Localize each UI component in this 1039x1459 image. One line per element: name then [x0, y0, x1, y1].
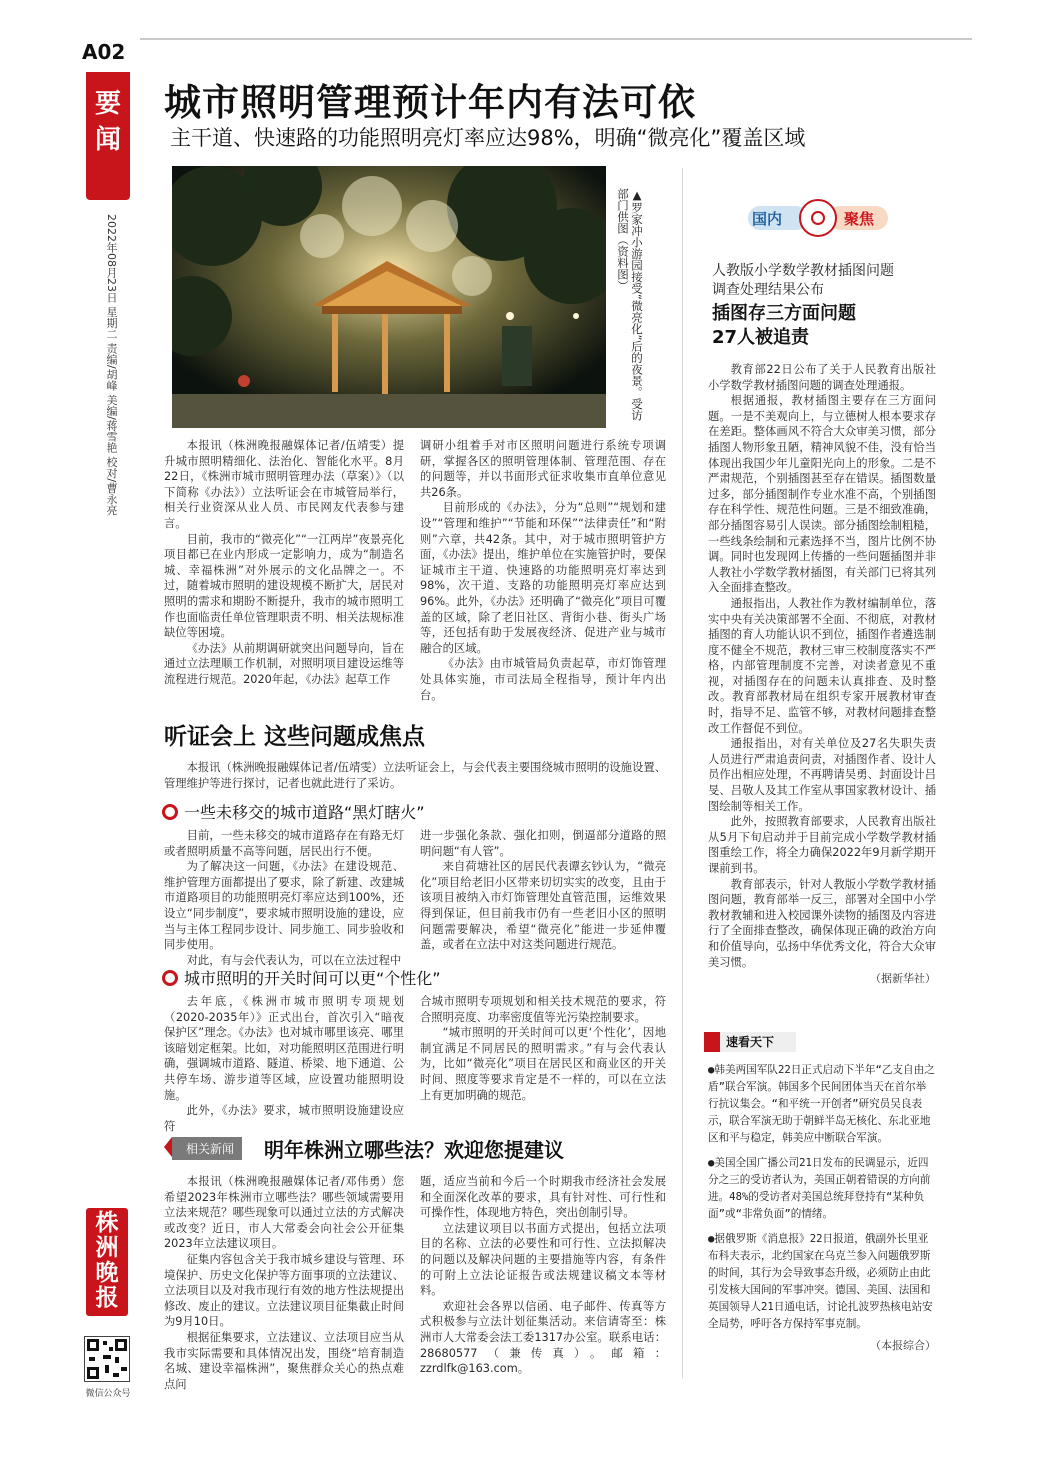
related-para-3: 根据征集要求，立法建议、立法项目应当从我市实际需要和具体情况出发，围绕“培育制造名城、建设幸福株洲”，聚焦群众关心的热点难点问 — [164, 1330, 404, 1391]
topic1-para-3: 对此，有与会代表认为，可以在立法过程中 — [186, 953, 402, 967]
section-label: 要闻 — [95, 89, 122, 155]
main-para-4: 调研小组着手对市区照明问题进行系统专项调研，掌握各区的照明管理体制、管理范围、存在的问题等，并以书面形式征求收集市直单位意见共26条。 — [420, 439, 666, 499]
topic1-para-2: 为了解决这一问题，《办法》在建设规范、维护管理方面都提出了要求，除了新建、改建城市道路项目的功能照明亮灯率应达到100%，还设立“同步制度”，要求城市照明设施的建设，应当与主体工程同步设计、同步施工、同步验收和同步使用。 — [164, 860, 404, 952]
related-para-6: 欢迎社会各界以信函、电子邮件、传真等方式积极参与立法计划征集活动。来信请寄至：株洲市人大常委会法工委1317办公室。联系电话：28680577（兼传真）。邮箱：zzrdlfk@163.com。 — [420, 1299, 666, 1376]
right-intro-line-2: 调查处理结果公布 — [712, 282, 824, 298]
sukan-label: 速看天下 — [704, 1032, 796, 1052]
topic1-para-4: 进一步强化条款、强化扣则，倒逼部分道路的照明问题“有人管”。 — [420, 829, 666, 858]
right-body — [708, 362, 936, 986]
topic1-col-2 — [420, 828, 666, 953]
topic2-heading — [162, 966, 441, 989]
right-intro — [712, 262, 894, 300]
right-para-1: 教育部22日公布了关于人民教育出版社小学数学教材插图问题的调查处理通报。 — [708, 363, 936, 392]
related-para-2: 征集内容包含关于我市城乡建设与管理、环境保护、历史文化保护等方面事项的立法建议、立法项目以及对我市现行有效的地方性法规提出修改、废止的建议。立法建议项目征集截止时间为9月10日。 — [164, 1252, 404, 1329]
logo-left-text: 国内 — [752, 210, 783, 228]
main-col-1 — [164, 438, 404, 688]
topic2-label: 城市照明的开关时间可以更“个性化” — [184, 969, 441, 988]
topic2-para-4: “城市照明的开关时间可以更‘个性化’，因地制宜满足不同居民的照明需求。”有与会代表认为，比如“微亮化”项目在居民区和商业区的开关时间、照度等要求肯定是不一样的，可以在立法上有更加明确的规范。 — [420, 1026, 666, 1102]
topic1-para-5: 来自荷塘社区的居民代表谭玄钞认为，“微亮化”项目给老旧小区带来切切实实的改变，且由于该项目被纳入市灯饰管理处直管范围，运维效果得到保证，但目前我市仍有一些老旧小区的照明问题需要解决，希望“微亮化”能进一步延伸覆盖，或者在立法中对这类问题进行规范。 — [420, 860, 666, 952]
right-head-line-1: 插图存三方面问题 — [712, 303, 856, 324]
date-line: 2022年08月23日 星期二 责编/胡峰 美编/蒋雪艳 校对/曹永亮 — [105, 214, 118, 516]
world-news-item-1: ●韩美两国军队22日正式启动下半年“乙支自由之盾”联合军演。韩国多个民间团体当天在首尔举行抗议集会。“和平统一开创者”研究员吴良表示，联合军演无助于朝鲜半岛无核化、东北亚地区和平与稳定，韩美应中断联合军演。 — [708, 1064, 935, 1144]
topic1-label: 一些未移交的城市道路“黑灯瞎火” — [184, 803, 425, 822]
topic2-para-3: 合城市照明专项规划和相关技术规范的要求，符合照明亮度、功率密度值等光污染控制要求。 — [420, 995, 666, 1024]
newspaper-brand — [86, 1208, 128, 1316]
headline: 城市照明管理预计年内有法可依 — [164, 81, 696, 124]
related-para-4: 题，适应当前和今后一个时期我市经济社会发展和全面深化改革的要求，具有针对性、可行性和可操作性，体现地方特色，突出创制引导。 — [420, 1175, 666, 1220]
topic2-col-2 — [420, 994, 666, 1103]
hearing-intro: 本报讯（株洲晚报融媒体记者/伍靖雯）立法听证会上，与会代表主要围绕城市照明的设施设置、管理维护等进行探讨，记者也就此进行了采访。 — [164, 761, 666, 790]
brand-char-4: 报 — [95, 1285, 119, 1311]
brand-char-2: 洲 — [95, 1235, 119, 1261]
related-header — [172, 1134, 564, 1163]
topic1-col-1 — [164, 828, 404, 968]
brand-char-1: 株 — [95, 1210, 119, 1236]
photo-caption: ▲罗家冲小游园接受“微亮化”后的夜景。受访部门供图（资料图） — [616, 188, 644, 421]
page-code: A02 — [82, 40, 126, 64]
qr-code-icon — [84, 1336, 130, 1382]
topic2-para-2: 此外，《办法》要求，城市照明设施建设应符 — [164, 1104, 404, 1133]
main-col-2 — [420, 438, 666, 703]
right-intro-line-1: 人教版小学数学教材插图问题 — [712, 263, 894, 279]
lead-photo — [172, 166, 606, 428]
subhead: 主干道、快速路的功能照明亮灯率应达98%，明确“微亮化”覆盖区域 — [170, 126, 806, 150]
topic2-para-1: 去年底，《株洲市城市照明专项规划（2020-2035年）》正式出台，首次引入“暗夜保护区”理念。《办法》也对城市哪里该亮、哪里该暗划定框架。比如，对功能照明区范围进行明确，强调城市道路、隧道、桥梁、地下通道、公共停车场、游步道等区域，应设置功能照明设施。 — [164, 995, 404, 1102]
brand-char-3: 晚 — [95, 1260, 119, 1286]
right-para-4: 通报指出，对有关单位及27名失职失责人员进行严肃追责问责，对插图作者、设计人员作出相应处理，不再聘请吴勇、封面设计吕旻、吕敬人及其工作室从事国家教材设计、插图绘制等相关工作。 — [708, 737, 936, 813]
world-news — [708, 1062, 936, 1353]
logo-right-text: 聚焦 — [844, 210, 875, 228]
right-headline — [712, 302, 856, 350]
topic1-heading — [162, 800, 425, 823]
bullet-circle-icon — [162, 970, 178, 986]
world-news-item-2: ●美国全国广播公司21日发布的民调显示，近四分之三的受访者认为，美国正朝着错误的方向前进。48%的受访者对美国总统拜登持有“某种负面”或“非常负面”的情绪。 — [708, 1157, 931, 1220]
main-para-6: 《办法》由市城管局负责起草，市灯饰管理处具体实施，市司法局全程指导，预计年内出台。 — [420, 657, 666, 702]
main-para-3: 《办法》从前期调研就突出问题导向，旨在通过立法理顺工作机制，对照明项目建设运维等流程进行规范。2020年起，《办法》起草工作 — [164, 641, 404, 686]
right-para-6: 教育部表示，针对人教版小学数学教材插图问题，教育部举一反三，部署对全国中小学教材教辅和进入校园课外读物的插图及内容进行了全面排查整改，确保体现正确的政治方向和价值导向，弘扬中华优秀文化，符合大众审美习惯。 — [708, 877, 936, 969]
top-rule — [140, 38, 972, 40]
domestic-focus-logo — [740, 196, 896, 240]
right-para-5: 此外，按照教育部要求，人民教育出版社从5月下旬启动并于目前完成小学数学教材插图重绘工作，将全力确保2022年9月新学期开课前到书。 — [708, 815, 936, 875]
right-head-line-2: 27人被追责 — [712, 327, 810, 348]
bullet-circle-icon — [162, 804, 178, 820]
section-band — [86, 72, 130, 200]
main-para-2: 目前，我市的“微亮化”“一江两岸”夜景亮化项目都已在业内形成一定影响力，成为“制造名城、幸福株洲”对外展示的文化品牌之一。不过，随着城市照明的建设规模不断扩大，居民对照明的需求和期盼不断提升，我市的城市照明工作也面临责任单位管理职责不明、相关法规标准缺位等困境。 — [164, 532, 404, 640]
related-para-5: 立法建议项目以书面方式提出，包括立法项目的名称、立法的必要性和可行性、立法拟解决的问题以及解决问题的主要措施等内容，有条件的可附上立法论证报告或法规建议稿文本等材料。 — [420, 1221, 666, 1298]
world-news-source: （本报综合） — [870, 1339, 936, 1352]
topic1-para-1: 目前，一些未移交的城市道路存在有路无灯或者照明质量不高等问题，居民出行不便。 — [164, 829, 404, 858]
main-para-5: 目前形成的《办法》，分为“总则”“规划和建设”“管理和维护”“节能和环保”“法律责任”和“附则”六章，共42条。其中，对于城市照明管护方面，《办法》提出，维护单位在实施管护时，要保证城市主干道、快速路的功能照明亮灯率达到98%，次干道、支路的功能照明亮灯率应达到96%。此外，《办法》还明确了“微亮化”项目可覆盖的区域，除了老旧社区、背街小巷、街头广场等，还包括有助于发展夜经济、促进产业与城市融合的区域。 — [420, 501, 666, 655]
related-para-1: 本报讯（株洲晚报融媒体记者/邓伟勇）您希望2023年株洲市立哪些法？哪些领域需要用立法来规范？哪些现象可以通过立法的方式解决或改变？近日，市人大常委会向社会公开征集2023年立法建议项目。 — [164, 1175, 404, 1251]
related-title: 明年株洲立哪些法？欢迎您提建议 — [264, 1138, 565, 1162]
hearing-title: 听证会上 这些问题成焦点 — [164, 724, 426, 750]
right-para-2: 根据通报，教材插图主要存在三方面问题。一是不美观向上，与立德树人根本要求存在差距。整体画风不符合大众审美习惯，部分插图人物形象丑陋，精神风貌不佳，没有恰当体现出我国少年儿童阳光向上的形象。二是不严肃规范，个别插图甚至存在错误。插图数量过多，部分插图制作专业水准不高，个别插图存在科学性、规范性问题。三是不细致准确，部分插图容易引人误读。部分插图绘制粗糙，一些线条绘制和元素选择不当，图片比例不协调。同时也发现网上传播的一些问题插图并非人教社小学数学教材插图，有关部门已将其列入全面排查整改。 — [708, 394, 936, 595]
column-divider — [682, 168, 683, 1378]
topic2-col-1 — [164, 994, 404, 1134]
right-source: （据新华社） — [870, 972, 936, 986]
related-col-2 — [420, 1174, 666, 1377]
pavilion-night-scene — [172, 166, 606, 428]
related-tag: 相关新闻 — [172, 1137, 242, 1160]
related-col-1 — [164, 1174, 404, 1392]
main-para-1: 本报讯（株洲晚报融媒体记者/伍靖雯）提升城市照明精细化、法治化、智能化水平。8月22日，《株洲市城市照明管理办法（草案）》（以下简称《办法》）立法听证会在市城管局举行，相关行业资深从业人员、市民网友代表参与建言。 — [164, 439, 404, 530]
right-para-3: 通报指出，人教社作为教材编制单位，落实中央有关决策部署不全面、不彻底，对教材插图的育人功能认识不到位，插图作者遴选制度不健全不规范，教材三审三校制度落实不严格，内部管理制度不完善，对读者意见不重视，对插图存在的问题未认真排查、及时整改。教育部教材局在组织专家开展教材审查时，指导不足、监管不够，对教材问题排查整改工作督促不到位。 — [708, 596, 936, 735]
qr-label: 微信公众号 — [85, 1389, 131, 1399]
world-news-item-3: ●据俄罗斯《消息报》22日报道，俄副外长里亚布科夫表示，北约国家在乌克兰参入问题俄罗斯的时间，其行为会导致事态升级，必须防止由此引发核大国间的军事冲突。德国、美国、法国和英国领导人21日通电话，讨论扎波罗热核电站安全局势，呼吁各方保持军事克制。 — [708, 1233, 933, 1330]
